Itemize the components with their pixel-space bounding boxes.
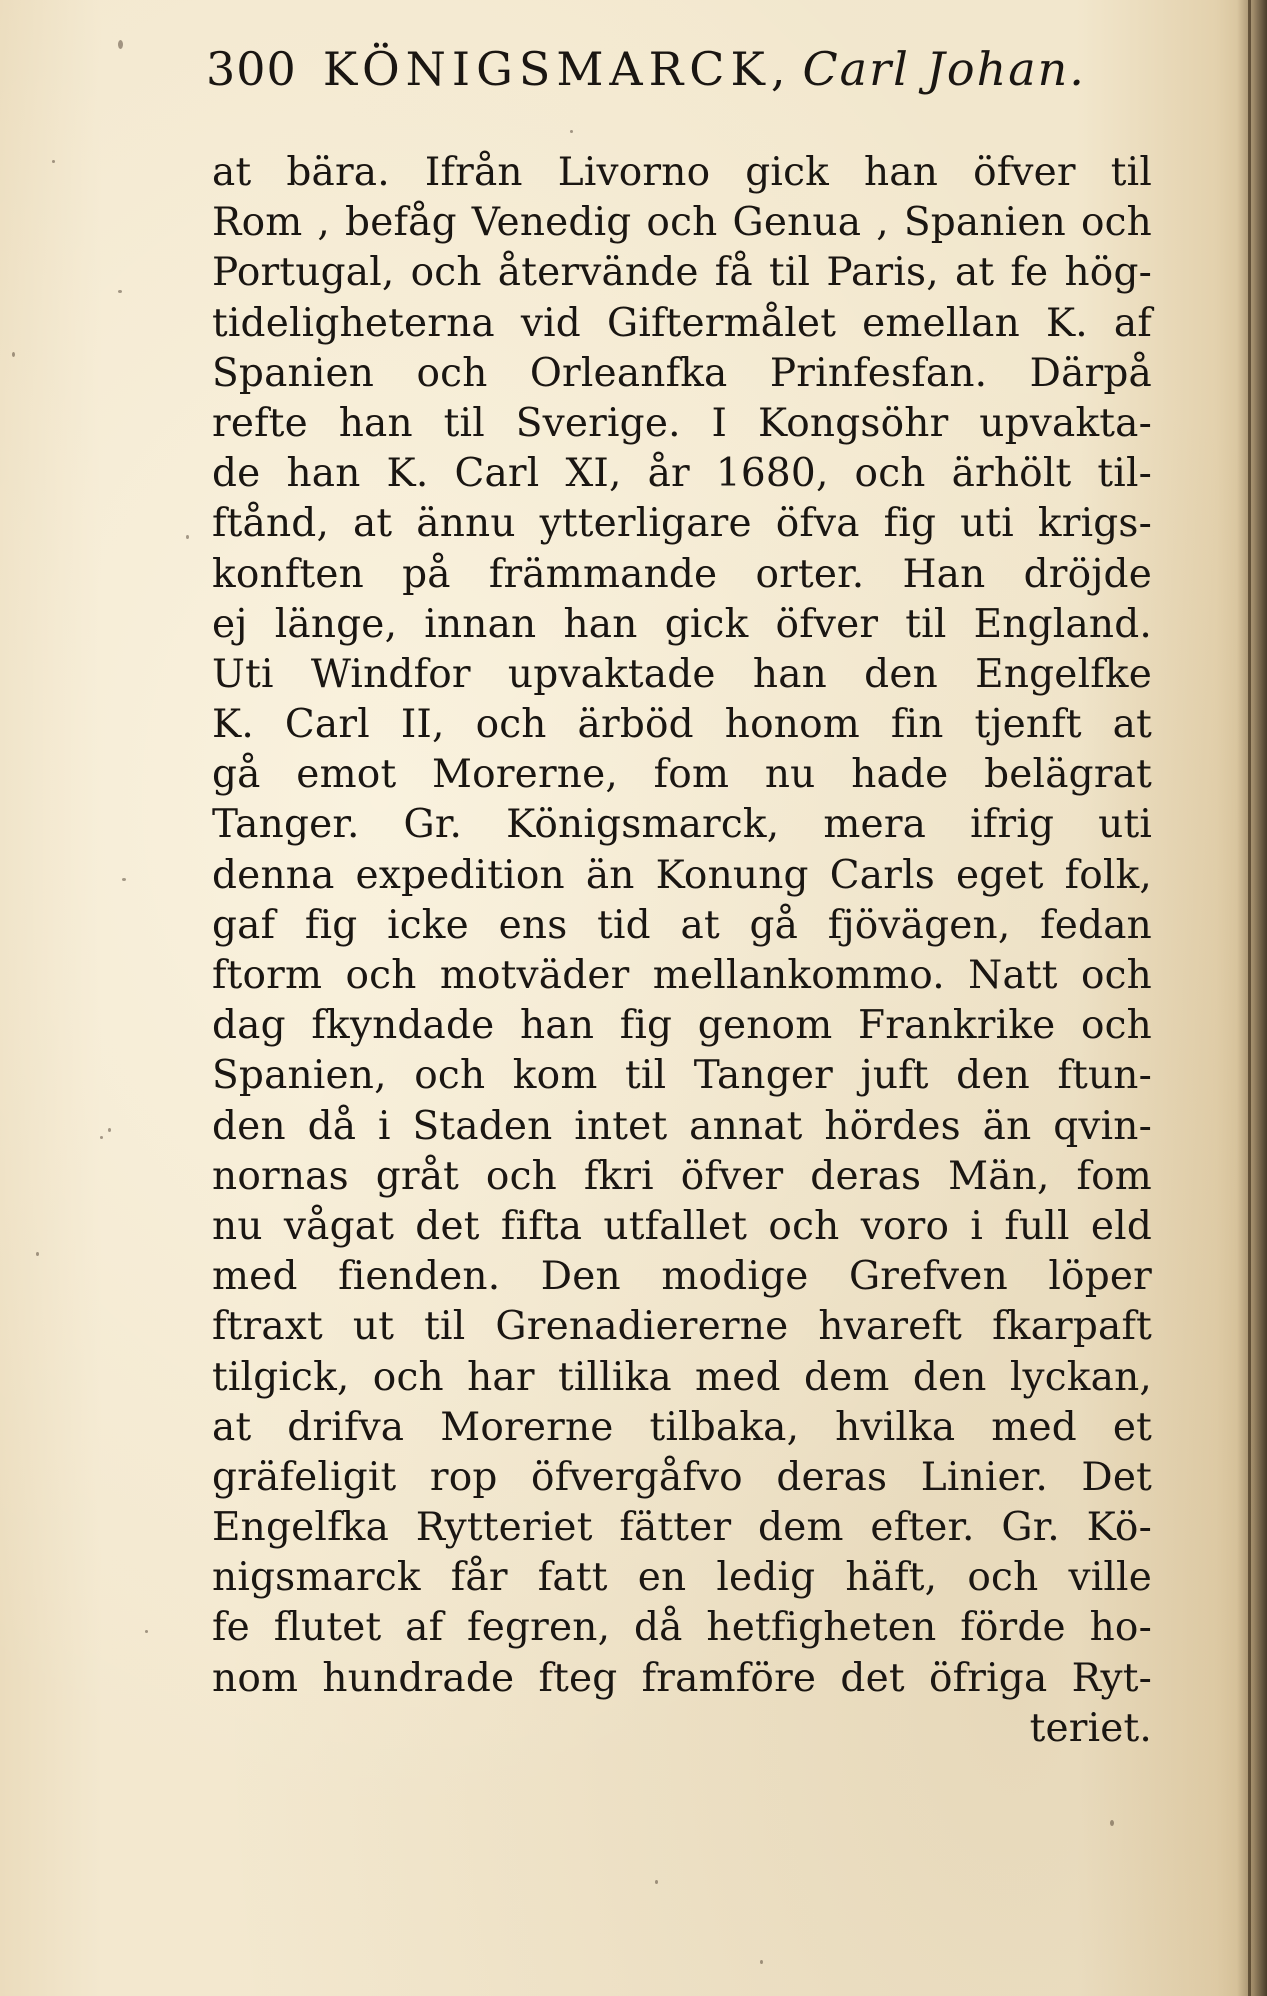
text-line: nornas gråt och fkri öfver deras Män, fom bbox=[212, 1153, 1152, 1199]
text-line: nigsmarck får fatt en ledig häft, och ville bbox=[212, 1555, 1152, 1601]
text-line: Uti Windfor upvaktade han den Engelfke bbox=[212, 651, 1152, 697]
text-line: Spanien, och kom til Tanger juft den ftun- bbox=[212, 1053, 1152, 1099]
text-line: Engelfka Rytteriet fätter dem efter. Gr. Kö- bbox=[212, 1505, 1152, 1551]
text-line: de han K. Carl XI, år 1680, och ärhölt til- bbox=[212, 451, 1152, 497]
text-line: den då i Staden intet annat hördes än qvin- bbox=[212, 1103, 1152, 1149]
text-line: at drifva Morerne tilbaka, hvilka med et bbox=[212, 1404, 1152, 1450]
body-text bbox=[212, 148, 1152, 1754]
text-line: gaf fig icke ens tid at gå fjövägen, fedan bbox=[212, 902, 1152, 948]
text-line: at bära. Ifrån Livorno gick han öfver til bbox=[212, 150, 1152, 195]
text-line: nom hundrade fteg framföre det öfriga Ryt- bbox=[212, 1655, 1152, 1701]
running-head-given-names: Carl Johan. bbox=[802, 42, 1086, 96]
text-line: tilgick, och har tillika med dem den lyckan, bbox=[212, 1354, 1152, 1400]
text-line: tideligheterna vid Giftermålet emellan K. af bbox=[212, 300, 1152, 346]
page-edge-shadow bbox=[1237, 0, 1267, 1996]
text-line: ftånd, at ännu ytterligare öfva fig uti krigs- bbox=[212, 501, 1152, 547]
text-line: dag fkyndade han fig genom Frankrike och bbox=[212, 1003, 1152, 1049]
text-line: gräfeligit rop öfvergåfvo deras Linier. Det bbox=[212, 1454, 1152, 1500]
text-line: gå emot Morerne, fom nu hade belägrat bbox=[212, 752, 1152, 798]
text-line: denna expedition än Konung Carls eget folk, bbox=[212, 852, 1152, 898]
text-line: K. Carl II, och ärböd honom fin tjenft at bbox=[212, 702, 1152, 748]
text-line: Portugal, och återvände få til Paris, at fe hög- bbox=[212, 250, 1152, 296]
text-line: Tanger. Gr. Königsmarck, mera ifrig uti bbox=[212, 802, 1152, 848]
text-line: med fienden. Den modige Grefven löper bbox=[212, 1254, 1152, 1300]
text-line: Spanien och Orleanfka Prinfesfan. Därpå bbox=[212, 350, 1152, 396]
page-edge-line bbox=[1248, 0, 1251, 1996]
running-head bbox=[206, 42, 1086, 112]
text-line: konften på främmande orter. Han dröjde bbox=[212, 551, 1152, 597]
text-line: ftorm och motväder mellankommo. Natt och bbox=[212, 953, 1152, 998]
text-line: ftraxt ut til Grenadiererne hvareft fkarpaft bbox=[212, 1304, 1152, 1350]
text-line: ej länge, innan han gick öfver til England. bbox=[212, 601, 1152, 647]
text-line: fe flutet af fegren, då hetfigheten förde ho- bbox=[212, 1605, 1152, 1651]
text-line-last: teriet. bbox=[1029, 1705, 1152, 1751]
text-line: Rom , befåg Venedig och Genua , Spanien och bbox=[212, 200, 1152, 246]
text-line: nu vågat det fifta utfallet och voro i full eld bbox=[212, 1203, 1152, 1249]
page-number: 300 bbox=[206, 42, 297, 96]
running-head-separator: , bbox=[770, 42, 787, 96]
running-head-surname: KÖNIGSMARCK bbox=[322, 42, 771, 96]
text-line: refte han til Sverige. I Kongsöhr upvakta- bbox=[212, 400, 1152, 446]
